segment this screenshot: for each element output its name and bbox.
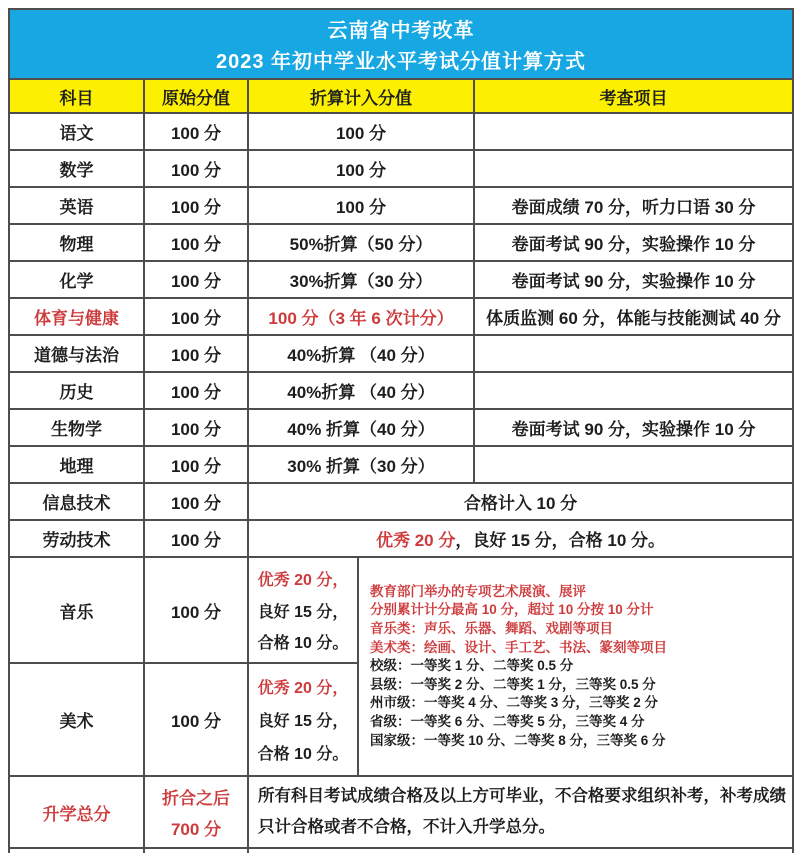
- arts-award-line: 县级：一等奖 2 分、二等奖 1 分，三等奖 0.5 分: [370, 676, 656, 692]
- subject-cell: 劳动技术: [9, 520, 144, 557]
- labor-rating-rest: ，良好 15 分，合格 10 分。: [455, 531, 666, 550]
- exam-items-cell: 体质监测 60 分，体能与技能测试 40 分: [474, 298, 793, 335]
- converted-score-cell: 30%折算（30 分）: [248, 261, 474, 298]
- rating-good: 良好 15 分，: [257, 603, 349, 621]
- subject-cell: 地理: [9, 446, 144, 483]
- subject-cell: 道德与法治: [9, 335, 144, 372]
- row-total-score: [9, 776, 793, 848]
- converted-score-cell: 100 分: [248, 150, 474, 187]
- subject-cell: 升学总分: [9, 776, 144, 848]
- column-header-original: 原始分值: [144, 79, 248, 113]
- arts-awards-cell: [358, 557, 793, 776]
- stub-cell: [248, 848, 793, 853]
- original-score-cell: 100 分: [144, 298, 248, 335]
- converted-rating-cell: [248, 663, 358, 776]
- row-history: [9, 372, 793, 409]
- original-score-cell: 100 分: [144, 446, 248, 483]
- total-score: [145, 779, 247, 845]
- page-title: 云南省中考改革: [327, 19, 475, 42]
- row-math: [9, 150, 793, 187]
- row-music: [9, 557, 793, 663]
- arts-award-line: 国家级：一等奖 10 分、二等奖 8 分，三等奖 6 分: [370, 732, 666, 748]
- row-chinese: [9, 113, 793, 150]
- original-score-cell: 100 分: [144, 335, 248, 372]
- subject-cell: 生物学: [9, 409, 144, 446]
- original-score-cell: 100 分: [144, 409, 248, 446]
- original-score-cell: 100 分: [144, 483, 248, 520]
- title-banner-row: [9, 9, 793, 79]
- exam-items-cell: 卷面成绩 70 分，听力口语 30 分: [474, 187, 793, 224]
- graduation-note-line1: 所有科目考试成绩合格及以上方可毕业，不合格要求组织补考，补考成绩: [258, 787, 786, 805]
- graduation-note-line2: 只计合格或者不合格，不计入升学总分。: [258, 818, 555, 836]
- exam-items-cell: [474, 113, 793, 150]
- row-english: [9, 187, 793, 224]
- exam-items-cell: [474, 372, 793, 409]
- converted-rating-cell: [248, 557, 358, 663]
- subject-cell: 物理: [9, 224, 144, 261]
- exam-items-cell: 卷面考试 90 分，实验操作 10 分: [474, 224, 793, 261]
- subject-cell: 音乐: [9, 557, 144, 663]
- total-score-cell: [144, 776, 248, 848]
- column-header-subject: 科目: [9, 79, 144, 113]
- original-score-cell: 100 分: [144, 261, 248, 298]
- subject-cell: 美术: [9, 663, 144, 776]
- arts-award-line: 音乐类：声乐、乐器、舞蹈、戏剧等项目: [370, 621, 613, 637]
- page-subtitle: 2023 年初中学业水平考试分值计算方式: [215, 51, 587, 74]
- original-score-cell: 100 分: [144, 113, 248, 150]
- stub-cell: [9, 848, 144, 853]
- row-chemistry: [9, 261, 793, 298]
- converted-score-cell: 40%折算 （40 分）: [248, 372, 474, 409]
- row-morality-law: [9, 335, 793, 372]
- subject-cell: 信息技术: [9, 483, 144, 520]
- original-score-cell: 100 分: [144, 520, 248, 557]
- arts-award-line: 州市级：一等奖 4 分、二等奖 3 分，三等奖 2 分: [370, 695, 659, 711]
- original-score-cell: 100 分: [144, 224, 248, 261]
- column-header-items: 考查项目: [474, 79, 793, 113]
- original-score-cell: 100 分: [144, 372, 248, 409]
- total-score-line2: 700 分: [170, 819, 222, 839]
- row-bottom-stub: [9, 848, 793, 853]
- total-score-line1: 折合之后: [162, 789, 230, 809]
- exam-items-cell: 卷面考试 90 分，实验操作 10 分: [474, 261, 793, 298]
- music-rating: [249, 559, 357, 661]
- labor-rating-excellent: 优秀 20 分: [375, 531, 456, 550]
- row-biology: [9, 409, 793, 446]
- converted-score-cell: 100 分: [248, 113, 474, 150]
- original-score-cell: 100 分: [144, 150, 248, 187]
- subject-cell: 英语: [9, 187, 144, 224]
- title-banner-inner: [10, 11, 792, 77]
- arts-award-line: 美术类：绘画、设计、手工艺、书法、篆刻等项目: [370, 639, 667, 655]
- stub-cell: [144, 848, 248, 853]
- row-geography: [9, 446, 793, 483]
- arts-award-line: 分别累计计分最高 10 分，超过 10 分按 10 分计: [370, 602, 654, 618]
- exam-items-cell: 卷面考试 90 分，实验操作 10 分: [474, 409, 793, 446]
- original-score-cell: 100 分: [144, 557, 248, 663]
- subject-cell: 化学: [9, 261, 144, 298]
- rating-good: 良好 15 分，: [257, 713, 349, 730]
- graduation-note-cell: [248, 776, 793, 848]
- converted-score-cell: 50%折算（50 分）: [248, 224, 474, 261]
- column-header-converted: 折算计入分值: [248, 79, 474, 113]
- original-score-cell: 100 分: [144, 663, 248, 776]
- score-table: [8, 8, 794, 853]
- merged-score-cell: 合格计入 10 分: [248, 483, 793, 520]
- arts-award-line: 教育部门举办的专项艺术展演、展评: [370, 583, 586, 599]
- exam-items-cell: [474, 446, 793, 483]
- converted-score-cell: 40% 折算（40 分）: [248, 409, 474, 446]
- rating-excellent: 优秀 20 分，: [257, 680, 349, 697]
- subject-cell: 数学: [9, 150, 144, 187]
- exam-items-cell: [474, 150, 793, 187]
- subject-cell: 历史: [9, 372, 144, 409]
- title-banner: [9, 9, 793, 79]
- converted-score-cell: 30% 折算（30 分）: [248, 446, 474, 483]
- subject-cell: 体育与健康: [9, 298, 144, 335]
- arts-award-line: 校级：一等奖 1 分、二等奖 0.5 分: [370, 658, 574, 674]
- merged-score-cell: [248, 520, 793, 557]
- row-labor-tech: [9, 520, 793, 557]
- column-header-row: [9, 79, 793, 113]
- rating-pass: 合格 10 分。: [257, 746, 349, 763]
- rating-excellent: 优秀 20 分，: [257, 572, 349, 590]
- row-info-tech: [9, 483, 793, 520]
- art-rating: [249, 665, 357, 774]
- exam-items-cell: [474, 335, 793, 372]
- converted-score-cell: 100 分: [248, 187, 474, 224]
- original-score-cell: 100 分: [144, 187, 248, 224]
- converted-score-cell: 100 分（3 年 6 次计分）: [248, 298, 474, 335]
- converted-score-cell: 40%折算 （40 分）: [248, 335, 474, 372]
- row-physics: [9, 224, 793, 261]
- arts-award-line: 省级：一等奖 6 分、二等奖 5 分，三等奖 4 分: [370, 713, 645, 729]
- subject-cell: 语文: [9, 113, 144, 150]
- rating-pass: 合格 10 分。: [257, 634, 349, 652]
- row-pe-health: [9, 298, 793, 335]
